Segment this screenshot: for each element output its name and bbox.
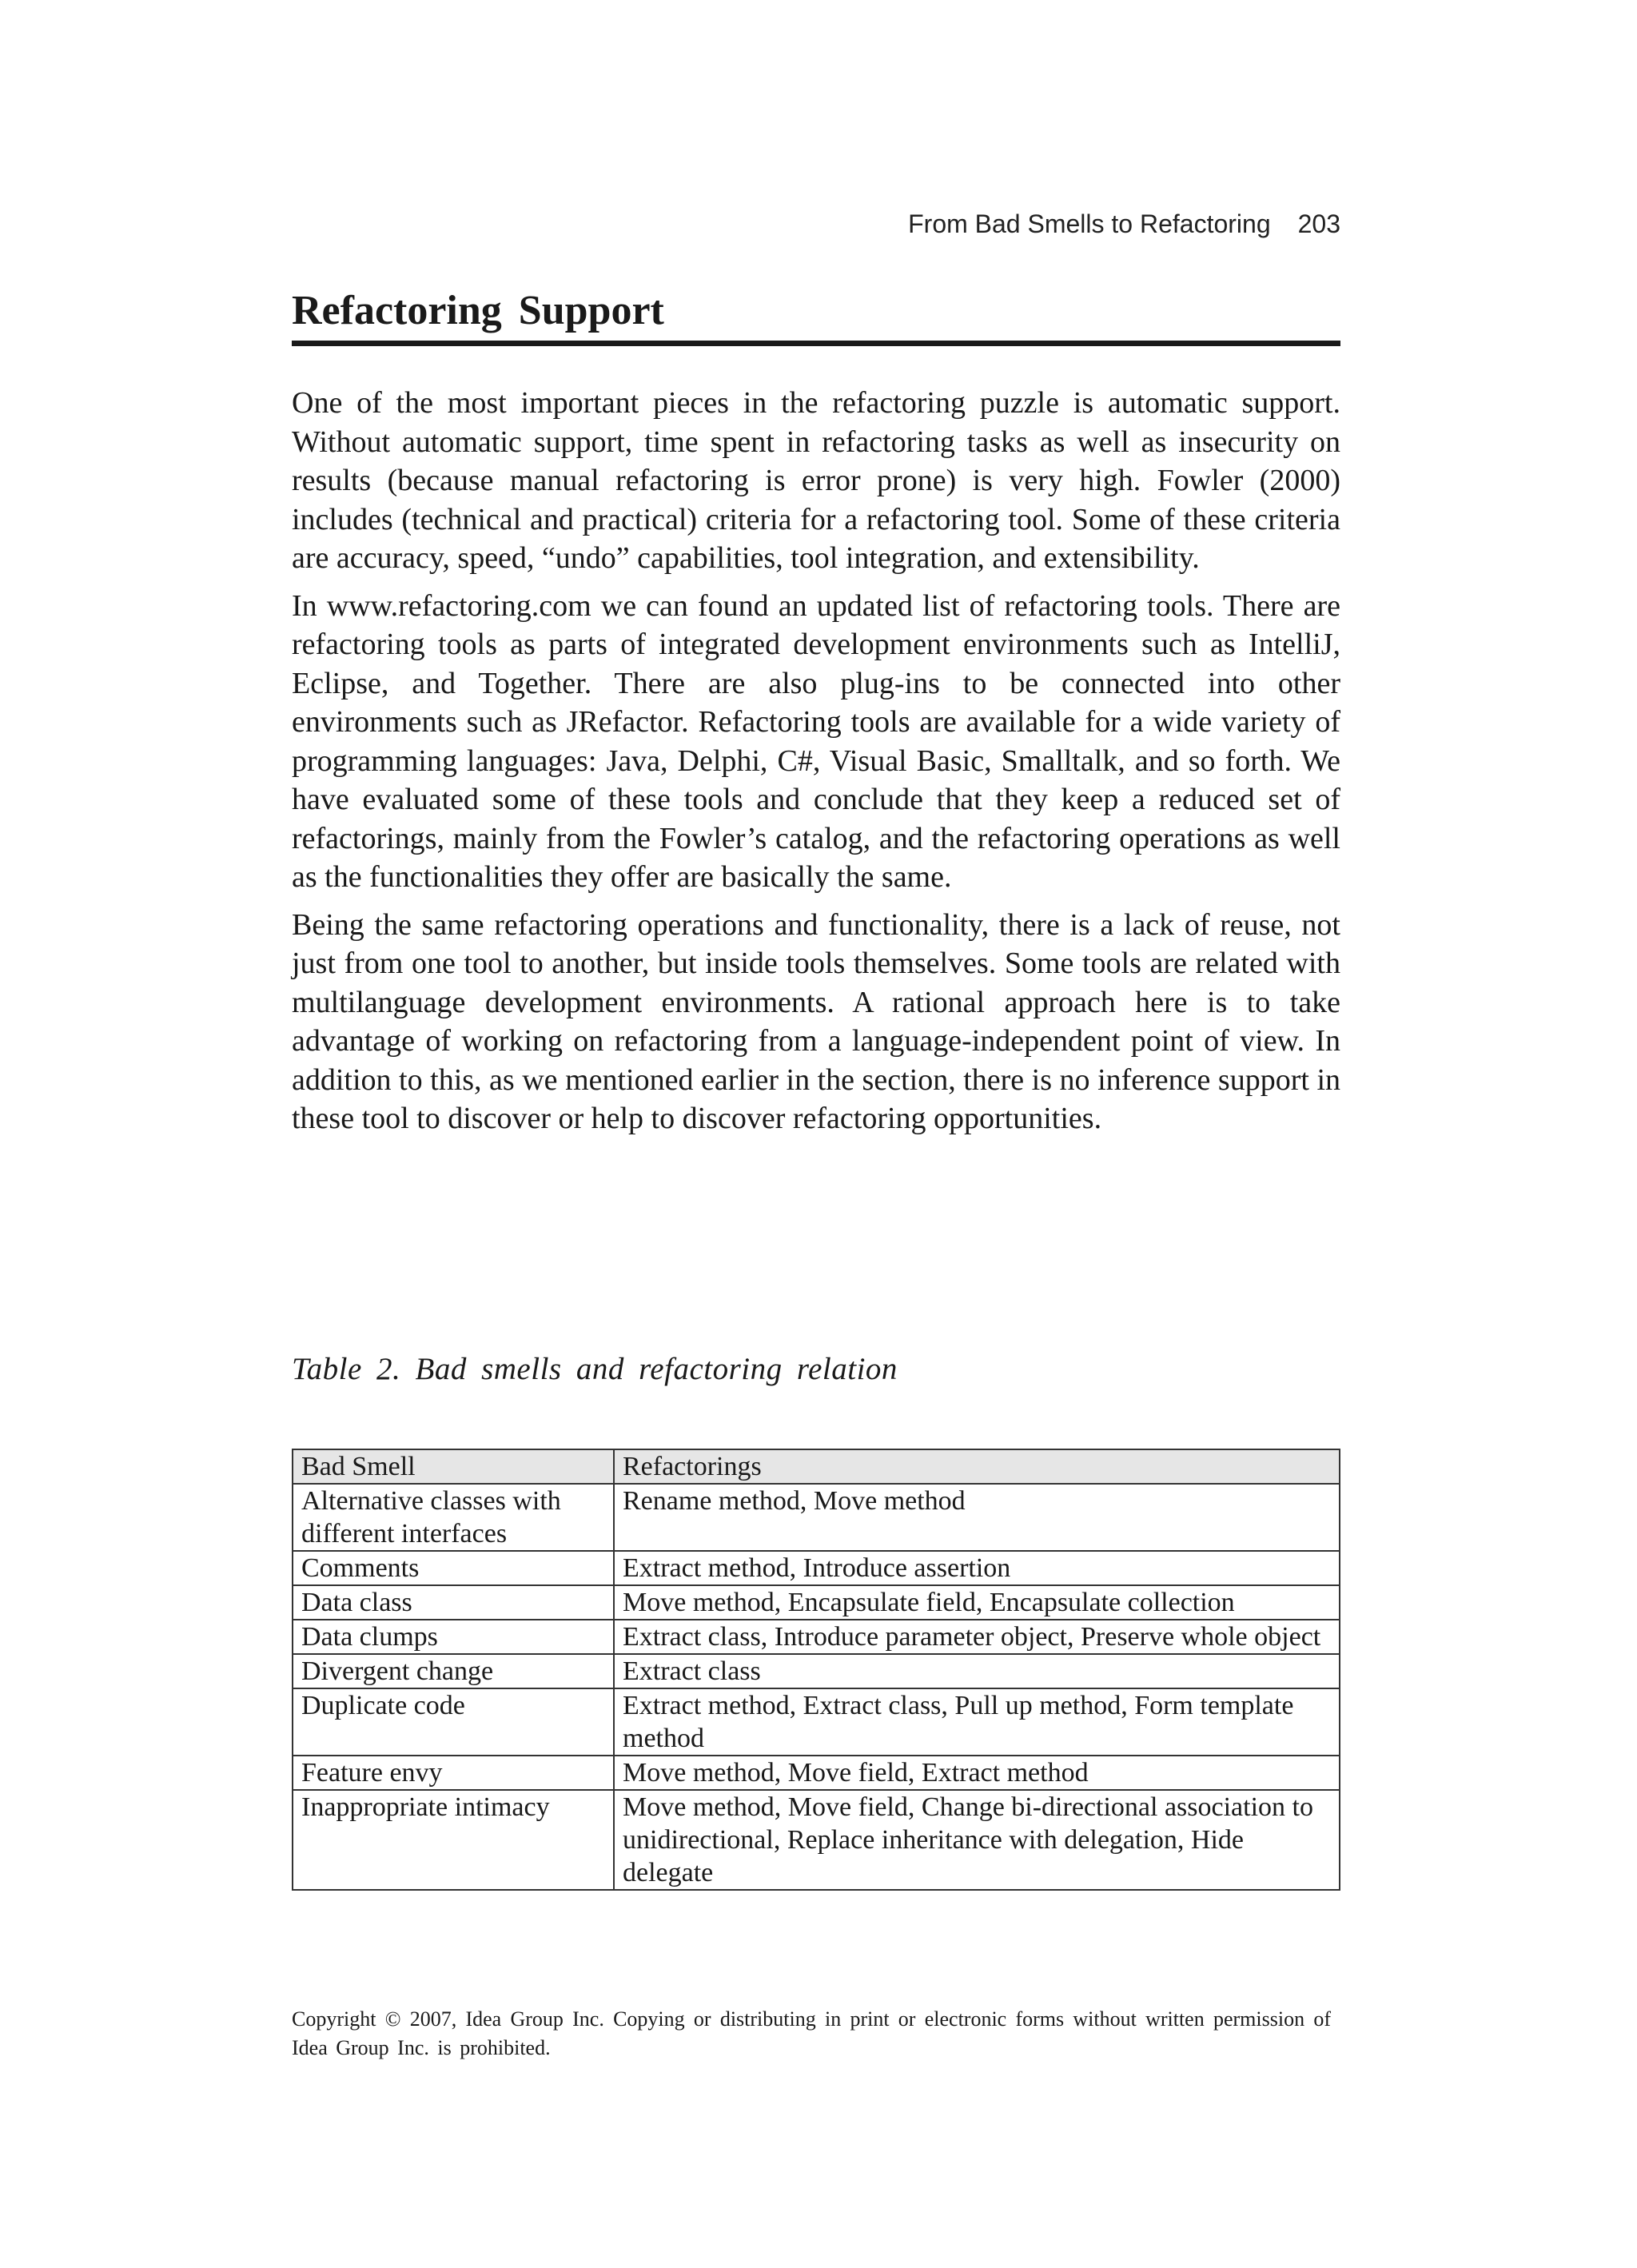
- header-refactorings: Refactorings: [614, 1449, 1340, 1484]
- bad-smell-cell: Data class: [293, 1585, 614, 1620]
- refactorings-cell: Extract class, Introduce parameter object, Preserve whole object: [614, 1620, 1340, 1654]
- table-row: [293, 1551, 1340, 1585]
- table-row: [293, 1654, 1340, 1688]
- bad-smell-cell: Divergent change: [293, 1654, 614, 1688]
- page-number: 203: [1297, 209, 1340, 238]
- table-header-row: [293, 1449, 1340, 1484]
- table-row: [293, 1688, 1340, 1756]
- paragraph-refactoring-tools: In www.refactoring.com we can found an updated list of refactoring tools. There are refactoring tools as parts of integrated development environments such as IntelliJ, Eclipse, and Together. There are also plug-ins to be connected into other environments such as JRefactor. Refactoring tools are available for a wide variety of programming languages: Java, Delphi, C#, Visual Basic, Smalltalk, and so forth. We have evaluated some of these tools and conclude that they keep a reduced set of refactorings, mainly from the Fowler’s catalog, and the refactoring operations as well as the functionalities they offer are basically the same.: [292, 588, 1340, 894]
- refactorings-cell: Rename method, Move method: [614, 1484, 1340, 1551]
- bad-smell-cell: Inappropriate intimacy: [293, 1790, 614, 1890]
- section-title: Refactoring Support: [292, 286, 1340, 346]
- body-text: [292, 384, 1340, 1147]
- table-row: [293, 1620, 1340, 1654]
- table-row: [293, 1484, 1340, 1551]
- refactorings-cell: Move method, Move field, Change bi-directional association to unidirectional, Replace inheritance with delegation, Hide delegate: [614, 1790, 1340, 1890]
- bad-smell-cell: Comments: [293, 1551, 614, 1585]
- running-title: From Bad Smells to Refactoring: [908, 209, 1271, 238]
- refactorings-cell: Extract method, Introduce assertion: [614, 1551, 1340, 1585]
- bad-smell-cell: Feature envy: [293, 1756, 614, 1790]
- bad-smell-cell: Data clumps: [293, 1620, 614, 1654]
- paragraph-automatic-support: One of the most important pieces in the refactoring puzzle is automatic support. Without automatic support, time spent in refactoring tasks as well as insecurity on results (because manual refactoring is error prone) is very high. Fowler (2000) includes (technical and practical) criteria for a refactoring tool. Some of these criteria are accuracy, speed, “undo” capabilities, tool integration, and extensibility.: [292, 386, 1340, 575]
- header-bad-smell: Bad Smell: [293, 1449, 614, 1484]
- table-caption: Table 2. Bad smells and refactoring relation: [292, 1352, 898, 1386]
- table-row: [293, 1790, 1340, 1890]
- refactorings-cell: Move method, Move field, Extract method: [614, 1756, 1340, 1790]
- refactorings-cell: Extract method, Extract class, Pull up method, Form template method: [614, 1688, 1340, 1756]
- table-row: [293, 1756, 1340, 1790]
- paragraph-reuse: Being the same refactoring operations and functionality, there is a lack of reuse, not just from one tool to another, but inside tools themselves. Some tools are related with multilanguage development environments. A rational approach here is to take advantage of working on refactoring from a language-independent point of view. In addition to this, as we mentioned earlier in the section, there is no inference support in these tool to discover or help to discover refactoring opportunities.: [292, 907, 1340, 1135]
- copyright-footer: Copyright © 2007, Idea Group Inc. Copying or distributing in print or electronic forms without written permission of Idea Group Inc. is prohibited.: [292, 2007, 1331, 2059]
- bad-smell-cell: Alternative classes with different interfaces: [293, 1484, 614, 1551]
- bad-smell-cell: Duplicate code: [293, 1688, 614, 1756]
- bad-smells-table: [292, 1449, 1340, 1891]
- table-row: [293, 1585, 1340, 1620]
- running-header: [292, 209, 1340, 239]
- refactorings-cell: Extract class: [614, 1654, 1340, 1688]
- refactorings-cell: Move method, Encapsulate field, Encapsulate collection: [614, 1585, 1340, 1620]
